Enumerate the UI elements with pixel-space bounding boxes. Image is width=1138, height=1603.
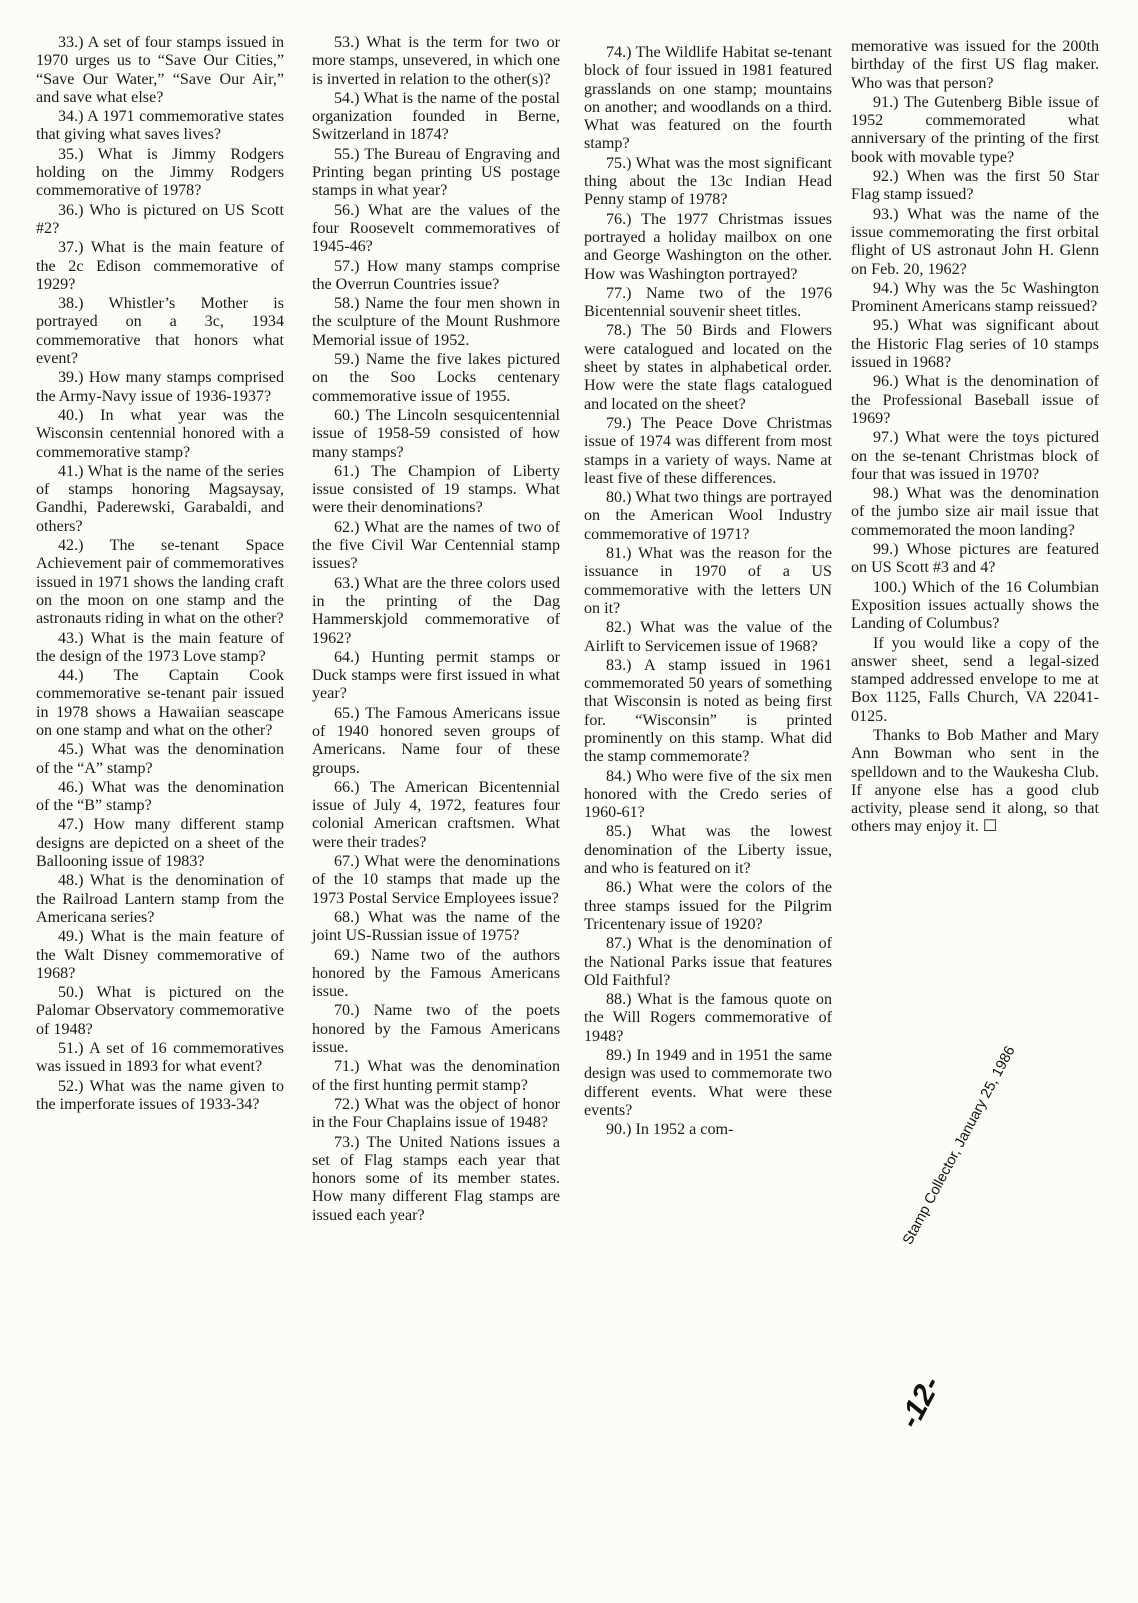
question: 53.) What is the term for two or more stamps, unsevered, in which one is inverted in relation to the other(s)? — [312, 34, 560, 88]
question: 98.) What was the denomination of the jumbo size air mail issue that commemorated the moon landing? — [851, 485, 1099, 539]
question: 55.) The Bureau of Engraving and Printing began printing US postage stamps in what year? — [312, 145, 560, 200]
question: 52.) What was the name given to the imperforate issues of 1933-34? — [36, 1077, 284, 1113]
question: 79.) The Peace Dove Christmas issue of 1974 was different from most stamps in a variety of ways. Name at least five of these differences. — [584, 414, 832, 487]
question: 74.) The Wildlife Habitat se-tenant block of four issued in 1981 featured grasslands on one stamp; mountains on another; and woodlands on a third. What was featured on the fourth stamp? — [584, 44, 832, 153]
question: 73.) The United Nations issues a set of Flag stamps each year that honors some of its member states. How many different Flag stamps are issued each year? — [312, 1133, 560, 1224]
question: 37.) What is the main feature of the 2c Edison commemorative of 1929? — [36, 239, 284, 293]
question: 88.) What is the famous quote on the Will Rogers commemorative of 1948? — [584, 991, 832, 1045]
question: 75.) What was the most significant thing about the 13c Indian Head Penny stamp of 1978? — [584, 154, 832, 209]
answer-sheet-note: If you would like a copy of the answer sheet, send a legal-sized stamped addressed envelope to me at Box 1125, Falls Church, VA 22041-0125. — [851, 634, 1099, 725]
column-1 — [36, 34, 284, 1115]
page-number: -12- — [893, 1370, 948, 1434]
column-2 — [312, 34, 560, 1226]
question-continued: memorative was issued for the 200th birthday of the first US flag maker. Who was that person? — [851, 38, 1099, 92]
question: 60.) The Lincoln sesquicentennial issue of 1958-59 consisted of how many stamps? — [312, 406, 560, 461]
question: 92.) When was the first 50 Star Flag stamp issued? — [851, 168, 1099, 204]
question: 59.) Name the five lakes pictured on the Soo Locks centenary commemorative issue of 1955. — [312, 351, 560, 405]
question: 84.) Who were five of the six men honored with the Credo series of 1960-61? — [584, 767, 832, 822]
question: 95.) What was significant about the Historic Flag series of 10 stamps issued in 1968? — [851, 317, 1099, 372]
question: 38.) Whistler’s Mother is portrayed on a 3c, 1934 commemorative that honors what event? — [36, 295, 284, 368]
question: 82.) What was the value of the Airlift to Servicemen issue of 1968? — [584, 619, 832, 655]
question: 94.) Why was the 5c Washington Prominent Americans stamp reissued? — [851, 279, 1099, 316]
question: 86.) What were the colors of the three stamps issued for the Pilgrim Tricentenary issue of 1920? — [584, 879, 832, 933]
question: 51.) A set of 16 commemoratives was issued in 1893 for what event? — [36, 1040, 284, 1076]
question: 72.) What was the object of honor in the Four Chaplains issue of 1948? — [312, 1095, 560, 1132]
question: 49.) What is the main feature of the Walt Disney commemorative of 1968? — [36, 928, 284, 982]
question: 80.) What two things are portrayed on the American Wool Industry commemorative of 1971? — [584, 489, 832, 543]
question: 62.) What are the names of two of the five Civil War Centennial stamp issues? — [312, 518, 560, 573]
question: 78.) The 50 Birds and Flowers were catalogued and located on the sheet by states in alphabetical order. How were the state flags catalogued and located on the sheet? — [584, 322, 832, 413]
question: 39.) How many stamps comprised the Army-Navy issue of 1936-1937? — [36, 369, 284, 405]
question: 65.) The Famous Americans issue of 1940 honored seven groups of Americans. Name four of these groups. — [312, 704, 560, 777]
question: 100.) Which of the 16 Columbian Exposition issues actually shows the Landing of Columbus? — [851, 578, 1099, 633]
question: 91.) The Gutenberg Bible issue of 1952 commemorated what anniversary of the printing of the first book with movable type? — [851, 93, 1099, 166]
question: 43.) What is the main feature of the design of the 1973 Love stamp? — [36, 629, 284, 665]
question: 70.) Name two of the poets honored by the Famous Americans issue. — [312, 1002, 560, 1057]
question: 45.) What was the denomination of the “A” stamp? — [36, 741, 284, 777]
question: 57.) How many stamps comprise the Overrun Countries issue? — [312, 257, 560, 293]
question: 54.) What is the name of the postal organization founded in Berne, Switzerland in 1874? — [312, 89, 560, 144]
question: 34.) A 1971 commemorative states that giving what saves lives? — [36, 108, 284, 144]
question: 77.) Name two of the 1976 Bicentennial souvenir sheet titles. — [584, 284, 832, 321]
question: 99.) Whose pictures are featured on US Scott #3 and 4? — [851, 541, 1099, 577]
question: 61.) The Champion of Liberty issue consisted of 19 stamps. What were their denominations? — [312, 462, 560, 517]
question: 36.) Who is pictured on US Scott #2? — [36, 201, 284, 237]
question: 33.) A set of four stamps issued in 1970 urges us to “Save Our Cities,” “Save Our Water,” “Save Our Air,” and save what else? — [36, 34, 284, 106]
question: 64.) Hunting permit stamps or Duck stamps were first issued in what year? — [312, 648, 560, 703]
question: 46.) What was the denomination of the “B” stamp? — [36, 778, 284, 815]
thanks-note: Thanks to Bob Mather and Mary Ann Bowman who sent in the spelldown and to the Waukesha Club. If anyone else has a good club activity, please send it along, so that others may enjoy it. ☐ — [851, 726, 1099, 836]
question: 76.) The 1977 Christmas issues portrayed a holiday mailbox on one and George Washington on the other. How was Washington portrayed? — [584, 210, 832, 283]
question: 68.) What was the name of the joint US-Russian issue of 1975? — [312, 908, 560, 945]
question: 69.) Name two of the authors honored by the Famous Americans issue. — [312, 946, 560, 1001]
question: 44.) The Captain Cook commemorative se-tenant pair issued in 1978 shows a Hawaiian seascape on one stamp and what on the other? — [36, 667, 284, 739]
question: 56.) What are the values of the four Roosevelt commemoratives of 1945-46? — [312, 201, 560, 256]
question: 58.) Name the four men shown in the sculpture of the Mount Rushmore Memorial issue of 1952. — [312, 295, 560, 349]
question: 93.) What was the name of the issue commemorating the first orbital flight of US astronaut John H. Glenn on Feb. 20, 1962? — [851, 205, 1099, 278]
question: 42.) The se-tenant Space Achievement pair of commemoratives issued in 1971 shows the landing craft on the moon on one stamp and the astronauts riding in what on the other? — [36, 537, 284, 628]
column-3 — [584, 44, 832, 1141]
column-4 — [851, 38, 1099, 838]
question: 41.) What is the name of the series of stamps honoring Magsaysay, Gandhi, Paderewski, Garabaldi, and others? — [36, 462, 284, 535]
question: 87.) What is the denomination of the National Parks issue that features Old Faithful? — [584, 935, 832, 989]
question: 71.) What was the denomination of the first hunting permit stamp? — [312, 1058, 560, 1094]
question: 96.) What is the denomination of the Professional Baseball issue of 1969? — [851, 373, 1099, 427]
question: 89.) In 1949 and in 1951 the same design was used to commemorate two different events. What were these events? — [584, 1047, 832, 1119]
question: 63.) What are the three colors used in the printing of the Dag Hammerskjold commemorative of 1962? — [312, 574, 560, 647]
question: 85.) What was the lowest denomination of the Liberty issue, and who is featured on it? — [584, 823, 832, 878]
question: 40.) In what year was the Wisconsin centennial honored with a commemorative stamp? — [36, 406, 284, 461]
question: 90.) In 1952 a com- — [606, 1121, 734, 1139]
question: 48.) What is the denomination of the Railroad Lantern stamp from the Americana series? — [36, 872, 284, 926]
publication-footer: Stamp Collector, January 25, 1986 — [900, 1043, 1019, 1248]
question: 66.) The American Bicentennial issue of July 4, 1972, features four colonial American craftsmen. What were their trades? — [312, 778, 560, 851]
question: 47.) How many different stamp designs are depicted on a sheet of the Ballooning issue of 1983? — [36, 816, 284, 871]
question: 67.) What were the denominations of the 10 stamps that made up the 1973 Postal Service Employees issue? — [312, 853, 560, 907]
question: 97.) What were the toys pictured on the se-tenant Christmas block of four that was issued in 1970? — [851, 429, 1099, 483]
question: 50.) What is pictured on the Palomar Observatory commemorative of 1948? — [36, 984, 284, 1038]
question: 83.) A stamp issued in 1961 commemorated 50 years of something that Wisconsin is noted as being first for. “Wisconsin” is printed prominently on this stamp. What did the stamp commemorate? — [584, 656, 832, 766]
question: 81.) What was the reason for the issuance in 1970 of a US commemorative with the letters UN on it? — [584, 545, 832, 617]
question: 35.) What is Jimmy Rodgers holding on the Jimmy Rodgers commemorative of 1978? — [36, 145, 284, 200]
